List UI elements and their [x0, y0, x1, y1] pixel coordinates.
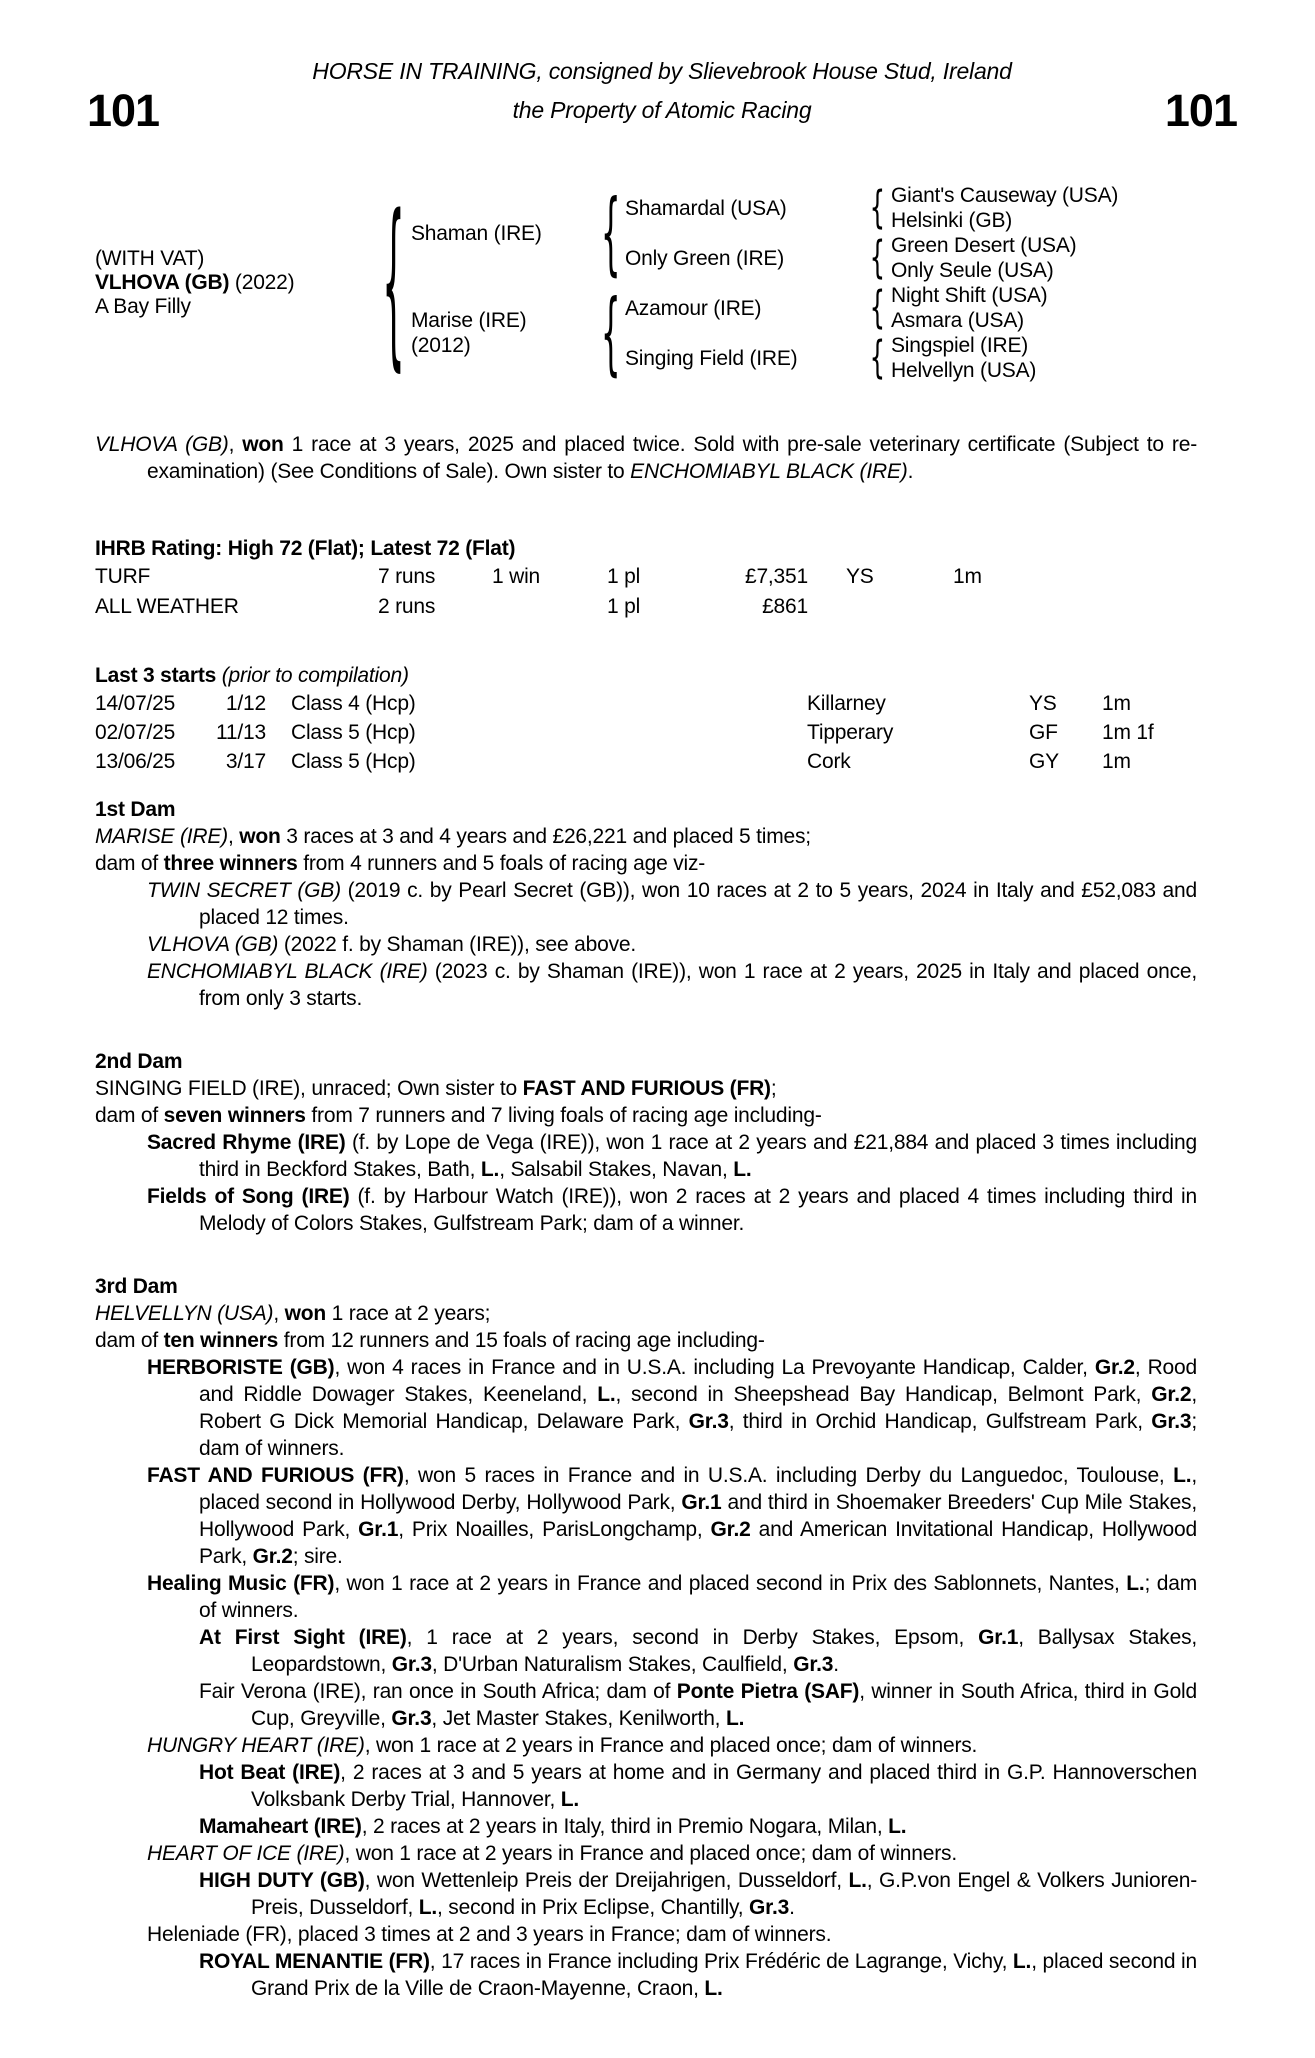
text-segment: L.: [480, 1158, 500, 1181]
text-segment: HELVELLYN (USA): [95, 1302, 274, 1325]
pedigree-brace-small: {: [869, 281, 885, 334]
rating-cell: YS: [846, 565, 874, 588]
lot-number-left: 101: [87, 85, 160, 136]
pedigree-text-paragraph: [95, 1921, 1197, 1948]
text-segment: ten winners: [163, 1329, 279, 1352]
gen4-name: Helsinki (GB): [891, 209, 1013, 232]
text-segment: Gr.3: [391, 1653, 432, 1676]
text-segment: , placed second in Grand Prix de la Ville de Craon-Mayenne, Craon,: [251, 1950, 1197, 2000]
last-starts-table: [95, 689, 1197, 776]
dam-year: (2012): [411, 334, 471, 357]
text-segment: and American Invitational Handicap, Hollywood Park,: [199, 1518, 1197, 1568]
rating-cell: 1m: [953, 565, 982, 588]
catalogue-body: [95, 431, 1197, 2002]
text-segment: Healing Music (FR): [147, 1572, 335, 1595]
pedigree-text-paragraph: [95, 1759, 1197, 1813]
text-segment: from 12 runners and 15 foals of racing age including-: [278, 1329, 765, 1352]
text-segment: Gr.1: [358, 1518, 399, 1541]
text-segment: , 2 races at 2 years in Italy, third in Premio Nogara, Milan,: [361, 1815, 889, 1838]
pedigree-brace-main: {: [381, 177, 405, 389]
pedigree-text-paragraph: [95, 1300, 1197, 1327]
start-cell: GY: [1029, 750, 1059, 773]
pedigree-gen4-cell: [891, 333, 1240, 358]
text-segment: (2023 c. by Shaman (IRE)), won 1 race at 2 years, 2025 in Italy and placed once, from only 3 starts.: [199, 960, 1197, 1010]
text-segment: Gr.2: [252, 1545, 293, 1568]
text-segment: HEART OF ICE (IRE): [147, 1842, 345, 1865]
pedigree-brace-small: {: [869, 331, 885, 384]
text-segment: ; sire.: [292, 1545, 343, 1568]
text-segment: .: [833, 1653, 839, 1676]
pedigree-text-paragraph: [95, 1867, 1197, 1921]
text-segment: SINGING FIELD (IRE), unraced; Own sister to: [95, 1077, 523, 1100]
pedigree-text-paragraph: [95, 1183, 1197, 1237]
text-segment: Sacred Rhyme (IRE): [147, 1131, 346, 1154]
text-segment: , Robert G Dick Memorial Handicap, Delaware Park,: [199, 1383, 1197, 1433]
text-segment: , Jet Master Stakes, Kenilworth,: [431, 1707, 726, 1730]
text-segment: Gr.2: [1151, 1383, 1192, 1406]
pedigree-text-paragraph: [95, 1624, 1197, 1678]
sire-name: Shaman (IRE): [411, 221, 542, 245]
start-cell: 1m: [1102, 750, 1131, 773]
text-segment: Hot Beat (IRE): [199, 1761, 341, 1784]
text-segment: , third in Orchid Handicap, Gulfstream Park,: [728, 1410, 1152, 1433]
start-cell: Cork: [807, 750, 851, 773]
gen4-name: Night Shift (USA): [891, 284, 1048, 307]
text-segment: and third in Shoemaker Breeders' Cup Mile Stakes, Hollywood Park,: [199, 1491, 1197, 1541]
pedigree-table: [95, 177, 1240, 389]
dam-section-heading: 3rd Dam: [95, 1275, 178, 1298]
text-segment: L.: [704, 1977, 723, 2000]
pedigree-brace-dam: {: [601, 279, 621, 386]
pedigree-text-paragraph: [95, 1813, 1197, 1840]
pedigree-brace-small: {: [869, 181, 885, 234]
text-segment: seven winners: [163, 1104, 306, 1127]
pedigree-text-paragraph: [95, 877, 1197, 931]
pedigree-text-paragraph: [95, 1462, 1197, 1570]
start-cell: 11/13: [216, 721, 266, 744]
text-segment: , D'Urban Naturalism Stakes, Caulfield,: [431, 1653, 794, 1676]
pedigree-text-paragraph: [95, 1732, 1197, 1759]
property-line: the Property of Atomic Racing: [512, 97, 812, 123]
gen4-name: Asmara (USA): [891, 309, 1024, 332]
pedigree-text-paragraph: [95, 850, 1197, 877]
dam-sections: [95, 796, 1197, 2002]
rating-cell: [808, 592, 953, 622]
start-cell: 3/17: [225, 750, 266, 773]
text-segment: ,: [273, 1302, 285, 1325]
subject-name: VLHOVA (GB): [95, 271, 230, 294]
rating-cell: ALL WEATHER: [95, 595, 239, 618]
text-segment: , 17 races in France including Prix Frédéric de Lagrange, Vichy,: [429, 1950, 1013, 1973]
pedigree-gen4-cell: [891, 358, 1240, 383]
start-cell: 13/06/25: [95, 750, 176, 773]
text-segment: , 2 races at 3 and 5 years at home and in Germany and placed third in G.P. Hannoverschen Volksbank Derby Trial, Hannover,: [251, 1761, 1197, 1811]
text-segment: , Salsabil Stakes, Navan,: [499, 1158, 734, 1181]
start-cell: Tipperary: [807, 721, 894, 744]
dam-section: [95, 1048, 1197, 1237]
pedigree-gen4-cell: [891, 183, 1240, 208]
text-segment: dam of: [95, 1104, 164, 1127]
text-segment: Ponte Pietra (SAF): [676, 1680, 860, 1703]
start-cell: Class 5 (Hcp): [291, 721, 416, 744]
rating-block: [95, 535, 1197, 622]
text-segment: L.: [1173, 1464, 1192, 1487]
text-segment: L.: [1126, 1572, 1145, 1595]
race-record-paragraph: [95, 431, 1197, 485]
text-segment: dam of: [95, 1329, 164, 1352]
text-segment: ROYAL MENANTIE (FR): [199, 1950, 430, 1973]
vat-note: (WITH VAT): [95, 247, 205, 270]
text-segment: L.: [725, 1707, 745, 1730]
text-segment: , won 1 race at 2 years in France and placed second in Prix des Sablonnets, Nantes,: [334, 1572, 1127, 1595]
text-segment: (2019 c. by Pearl Secret (GB)), won 10 races at 2 to 5 years, 2024 in Italy and £52,083 and placed 12 times.: [199, 879, 1197, 929]
text-segment: VLHOVA (GB): [95, 433, 229, 456]
text-segment: three winners: [163, 852, 298, 875]
text-segment: (prior to compilation): [221, 664, 409, 687]
text-segment: HUNGRY HEART (IRE): [147, 1734, 365, 1757]
pedigree-subject: [95, 183, 375, 383]
start-cell: Class 5 (Hcp): [291, 750, 416, 773]
text-segment: , Ballysax Stakes, Leopardstown,: [251, 1626, 1197, 1676]
text-segment: Gr.2: [710, 1518, 751, 1541]
pedigree-text-paragraph: [95, 931, 1197, 958]
text-segment: won: [239, 825, 281, 848]
text-segment: from 7 runners and 7 living foals of racing age including-: [305, 1104, 822, 1127]
pedigree-dam: [411, 283, 597, 383]
gen3-name: Singing Field (IRE): [625, 346, 798, 370]
rating-cell: [492, 592, 607, 622]
start-cell: 1m 1f: [1102, 721, 1154, 744]
pedigree-gen4-cell: [891, 208, 1240, 233]
rating-cell: 1 win: [492, 565, 541, 588]
gen4-name: Only Seule (USA): [891, 259, 1054, 282]
start-cell: 1/12: [225, 692, 266, 715]
pedigree-text-paragraph: [95, 823, 1197, 850]
text-segment: , won 1 race at 2 years in France and placed once; dam of winners.: [344, 1842, 957, 1865]
text-segment: MARISE (IRE): [95, 825, 228, 848]
text-segment: , won 5 races in France and in U.S.A. including Derby du Languedoc, Toulouse,: [403, 1464, 1174, 1487]
pedigree-text-paragraph: [95, 1678, 1197, 1732]
text-segment: won: [284, 1302, 326, 1325]
dam-section-heading: 1st Dam: [95, 798, 176, 821]
subject-name-line: [95, 271, 375, 295]
dam-section: [95, 796, 1197, 1012]
text-segment: VLHOVA (GB): [147, 933, 279, 956]
text-segment: Last 3 starts: [95, 664, 222, 687]
text-segment: ,: [228, 433, 243, 456]
text-segment: , placed second in Hollywood Derby, Hollywood Park,: [199, 1464, 1197, 1514]
gen4-name: Green Desert (USA): [891, 234, 1077, 257]
text-segment: Fair Verona (IRE), ran once in South Africa; dam of: [199, 1680, 677, 1703]
text-segment: ,: [227, 825, 240, 848]
rating-cell: 1 pl: [607, 565, 641, 588]
gen4-name: Helvellyn (USA): [891, 359, 1037, 382]
dam-section: [95, 1273, 1197, 2002]
pedigree-gen4-cell: [891, 258, 1240, 283]
last-starts-heading: [95, 662, 1197, 689]
text-segment: HERBORISTE (GB): [147, 1356, 335, 1379]
pedigree-brace-small: {: [869, 231, 885, 284]
text-segment: L.: [418, 1896, 438, 1919]
text-segment: , Prix Noailles, ParisLongchamp,: [398, 1518, 711, 1541]
pedigree-gen3-cell: [625, 183, 863, 233]
pedigree-text-paragraph: [95, 1948, 1197, 2002]
consignor-line: HORSE IN TRAINING, consigned by Slievebrook House Stud, Ireland: [312, 58, 1012, 84]
pedigree-text-paragraph: [95, 1354, 1197, 1462]
rating-cell: £861: [762, 595, 808, 618]
text-segment: Gr.3: [749, 1896, 790, 1919]
pedigree-text-paragraph: [95, 958, 1197, 1012]
text-segment: L.: [888, 1815, 907, 1838]
text-segment: Gr.1: [978, 1626, 1019, 1649]
text-segment: Gr.3: [793, 1653, 834, 1676]
gen3-name: Azamour (IRE): [625, 296, 762, 320]
text-segment: L.: [733, 1158, 752, 1181]
text-segment: L.: [597, 1383, 616, 1406]
start-cell: YS: [1029, 692, 1057, 715]
text-segment: ENCHOMIABYL BLACK (IRE): [630, 460, 908, 483]
rating-cell: 2 runs: [378, 595, 436, 618]
text-segment: won: [242, 433, 284, 456]
text-segment: 3 races at 3 and 4 years and £26,221 and placed 5 times;: [280, 825, 811, 848]
rating-cell: 7 runs: [378, 565, 436, 588]
text-segment: ENCHOMIABYL BLACK (IRE): [147, 960, 428, 983]
pedigree-text-paragraph: [95, 1327, 1197, 1354]
pedigree-gen3-cell: [625, 233, 863, 283]
rating-table: [95, 562, 1197, 622]
start-cell: 14/07/25: [95, 692, 176, 715]
pedigree-text-paragraph: [95, 1840, 1197, 1867]
text-segment: At First Sight (IRE): [199, 1626, 407, 1649]
text-segment: TWIN SECRET (GB): [147, 879, 341, 902]
rating-cell: TURF: [95, 565, 151, 588]
masthead: [87, 58, 1237, 139]
text-segment: dam of: [95, 852, 164, 875]
pedigree-gen3-cell: [625, 283, 863, 333]
text-segment: .: [789, 1896, 795, 1919]
text-segment: (f. by Lope de Vega (IRE)), won 1 race at 2 years and £21,884 and placed 3 times including third in Beckford Stakes, Bath,: [199, 1131, 1197, 1181]
pedigree-brace-sire: {: [601, 179, 621, 286]
text-segment: Heleniade (FR), placed 3 times at 2 and 3 years in France; dam of winners.: [147, 1923, 832, 1946]
text-segment: , Rood and Riddle Dowager Stakes, Keeneland,: [199, 1356, 1197, 1406]
last-starts-block: [95, 662, 1197, 776]
start-cell: 02/07/25: [95, 721, 176, 744]
text-segment: , second in Sheepshead Bay Handicap, Belmont Park,: [615, 1383, 1152, 1406]
rating-cell: 1 pl: [607, 595, 641, 618]
subject-description: A Bay Filly: [95, 295, 191, 318]
text-segment: ; dam of winners.: [199, 1572, 1197, 1622]
pedigree-text-paragraph: [95, 1102, 1197, 1129]
rating-cell: £7,351: [744, 565, 808, 588]
text-segment: from 4 runners and 5 foals of racing age viz-: [297, 852, 706, 875]
pedigree-gen4-cell: [891, 308, 1240, 333]
text-segment: ;: [770, 1077, 777, 1100]
text-segment: Gr.1: [681, 1491, 722, 1514]
pedigree-gen4-cell: [891, 283, 1240, 308]
text-segment: .: [907, 460, 914, 483]
rating-cell: [953, 592, 1197, 622]
text-segment: , won 1 race at 2 years in France and placed once; dam of winners.: [364, 1734, 978, 1757]
start-cell: Killarney: [807, 692, 886, 715]
text-segment: Mamaheart (IRE): [199, 1815, 362, 1838]
pedigree-gen3-cell: [625, 333, 863, 383]
text-segment: , won Wettenleip Preis der Dreijahrigen, Dusseldorf,: [364, 1869, 849, 1892]
text-segment: (f. by Harbour Watch (IRE)), won 2 races at 2 years and placed 4 times including third in Melody of Colors Stakes, Gulfstream Park; dam of a winner.: [199, 1185, 1197, 1235]
pedigree-text-paragraph: [95, 1075, 1197, 1102]
text-segment: HIGH DUTY (GB): [199, 1869, 365, 1892]
pedigree-text-paragraph: [95, 1570, 1197, 1624]
lot-number-right: 101: [1164, 85, 1237, 136]
text-segment: Fields of Song (IRE): [147, 1185, 350, 1208]
gen4-name: Singspiel (IRE): [891, 334, 1029, 357]
text-segment: 1 race at 3 years, 2025 and placed twice. Sold with pre-sale veterinary certificate (Subject to re-examination) (See Conditions of Sale). Own sister to: [147, 433, 1197, 483]
gen3-name: Only Green (IRE): [625, 246, 785, 270]
text-segment: Gr.3: [1151, 1410, 1192, 1433]
text-segment: , winner in South Africa, third in Gold Cup, Greyville,: [251, 1680, 1197, 1730]
start-cell: 1m: [1102, 692, 1131, 715]
text-segment: L.: [848, 1869, 867, 1892]
text-segment: , won 4 races in France and in U.S.A. including La Prevoyante Handicap, Calder,: [334, 1356, 1095, 1379]
start-cell: Class 4 (Hcp): [291, 692, 416, 715]
pedigree-gen4-cell: [891, 233, 1240, 258]
start-cell: GF: [1029, 721, 1058, 744]
text-segment: , second in Prix Eclipse, Chantilly,: [437, 1896, 750, 1919]
subject-year: (2022): [229, 271, 295, 294]
text-segment: ; dam of winners.: [199, 1410, 1197, 1460]
pedigree-text-paragraph: [95, 1129, 1197, 1183]
gen3-name: Shamardal (USA): [625, 196, 787, 220]
text-segment: L.: [560, 1788, 579, 1811]
rating-heading: IHRB Rating: High 72 (Flat); Latest 72 (Flat): [95, 537, 516, 560]
text-segment: , G.P.von Engel & Volkers Junioren-Preis, Dusseldorf,: [251, 1869, 1197, 1919]
text-segment: L.: [1012, 1950, 1032, 1973]
text-segment: Gr.2: [1094, 1356, 1135, 1379]
text-segment: FAST AND FURIOUS (FR): [147, 1464, 404, 1487]
text-segment: , 1 race at 2 years, second in Derby Stakes, Epsom,: [406, 1626, 979, 1649]
dam-section-heading: 2nd Dam: [95, 1050, 183, 1073]
text-segment: Gr.3: [688, 1410, 729, 1433]
text-segment: FAST AND FURIOUS (FR): [522, 1077, 771, 1100]
property-row: [87, 87, 1237, 139]
text-segment: 1 race at 2 years;: [325, 1302, 491, 1325]
text-segment: (2022 f. by Shaman (IRE)), see above.: [278, 933, 636, 956]
text-segment: Gr.3: [391, 1707, 432, 1730]
dam-name: Marise (IRE): [411, 309, 527, 332]
pedigree-sire: [411, 183, 597, 283]
gen4-name: Giant's Causeway (USA): [891, 184, 1119, 207]
